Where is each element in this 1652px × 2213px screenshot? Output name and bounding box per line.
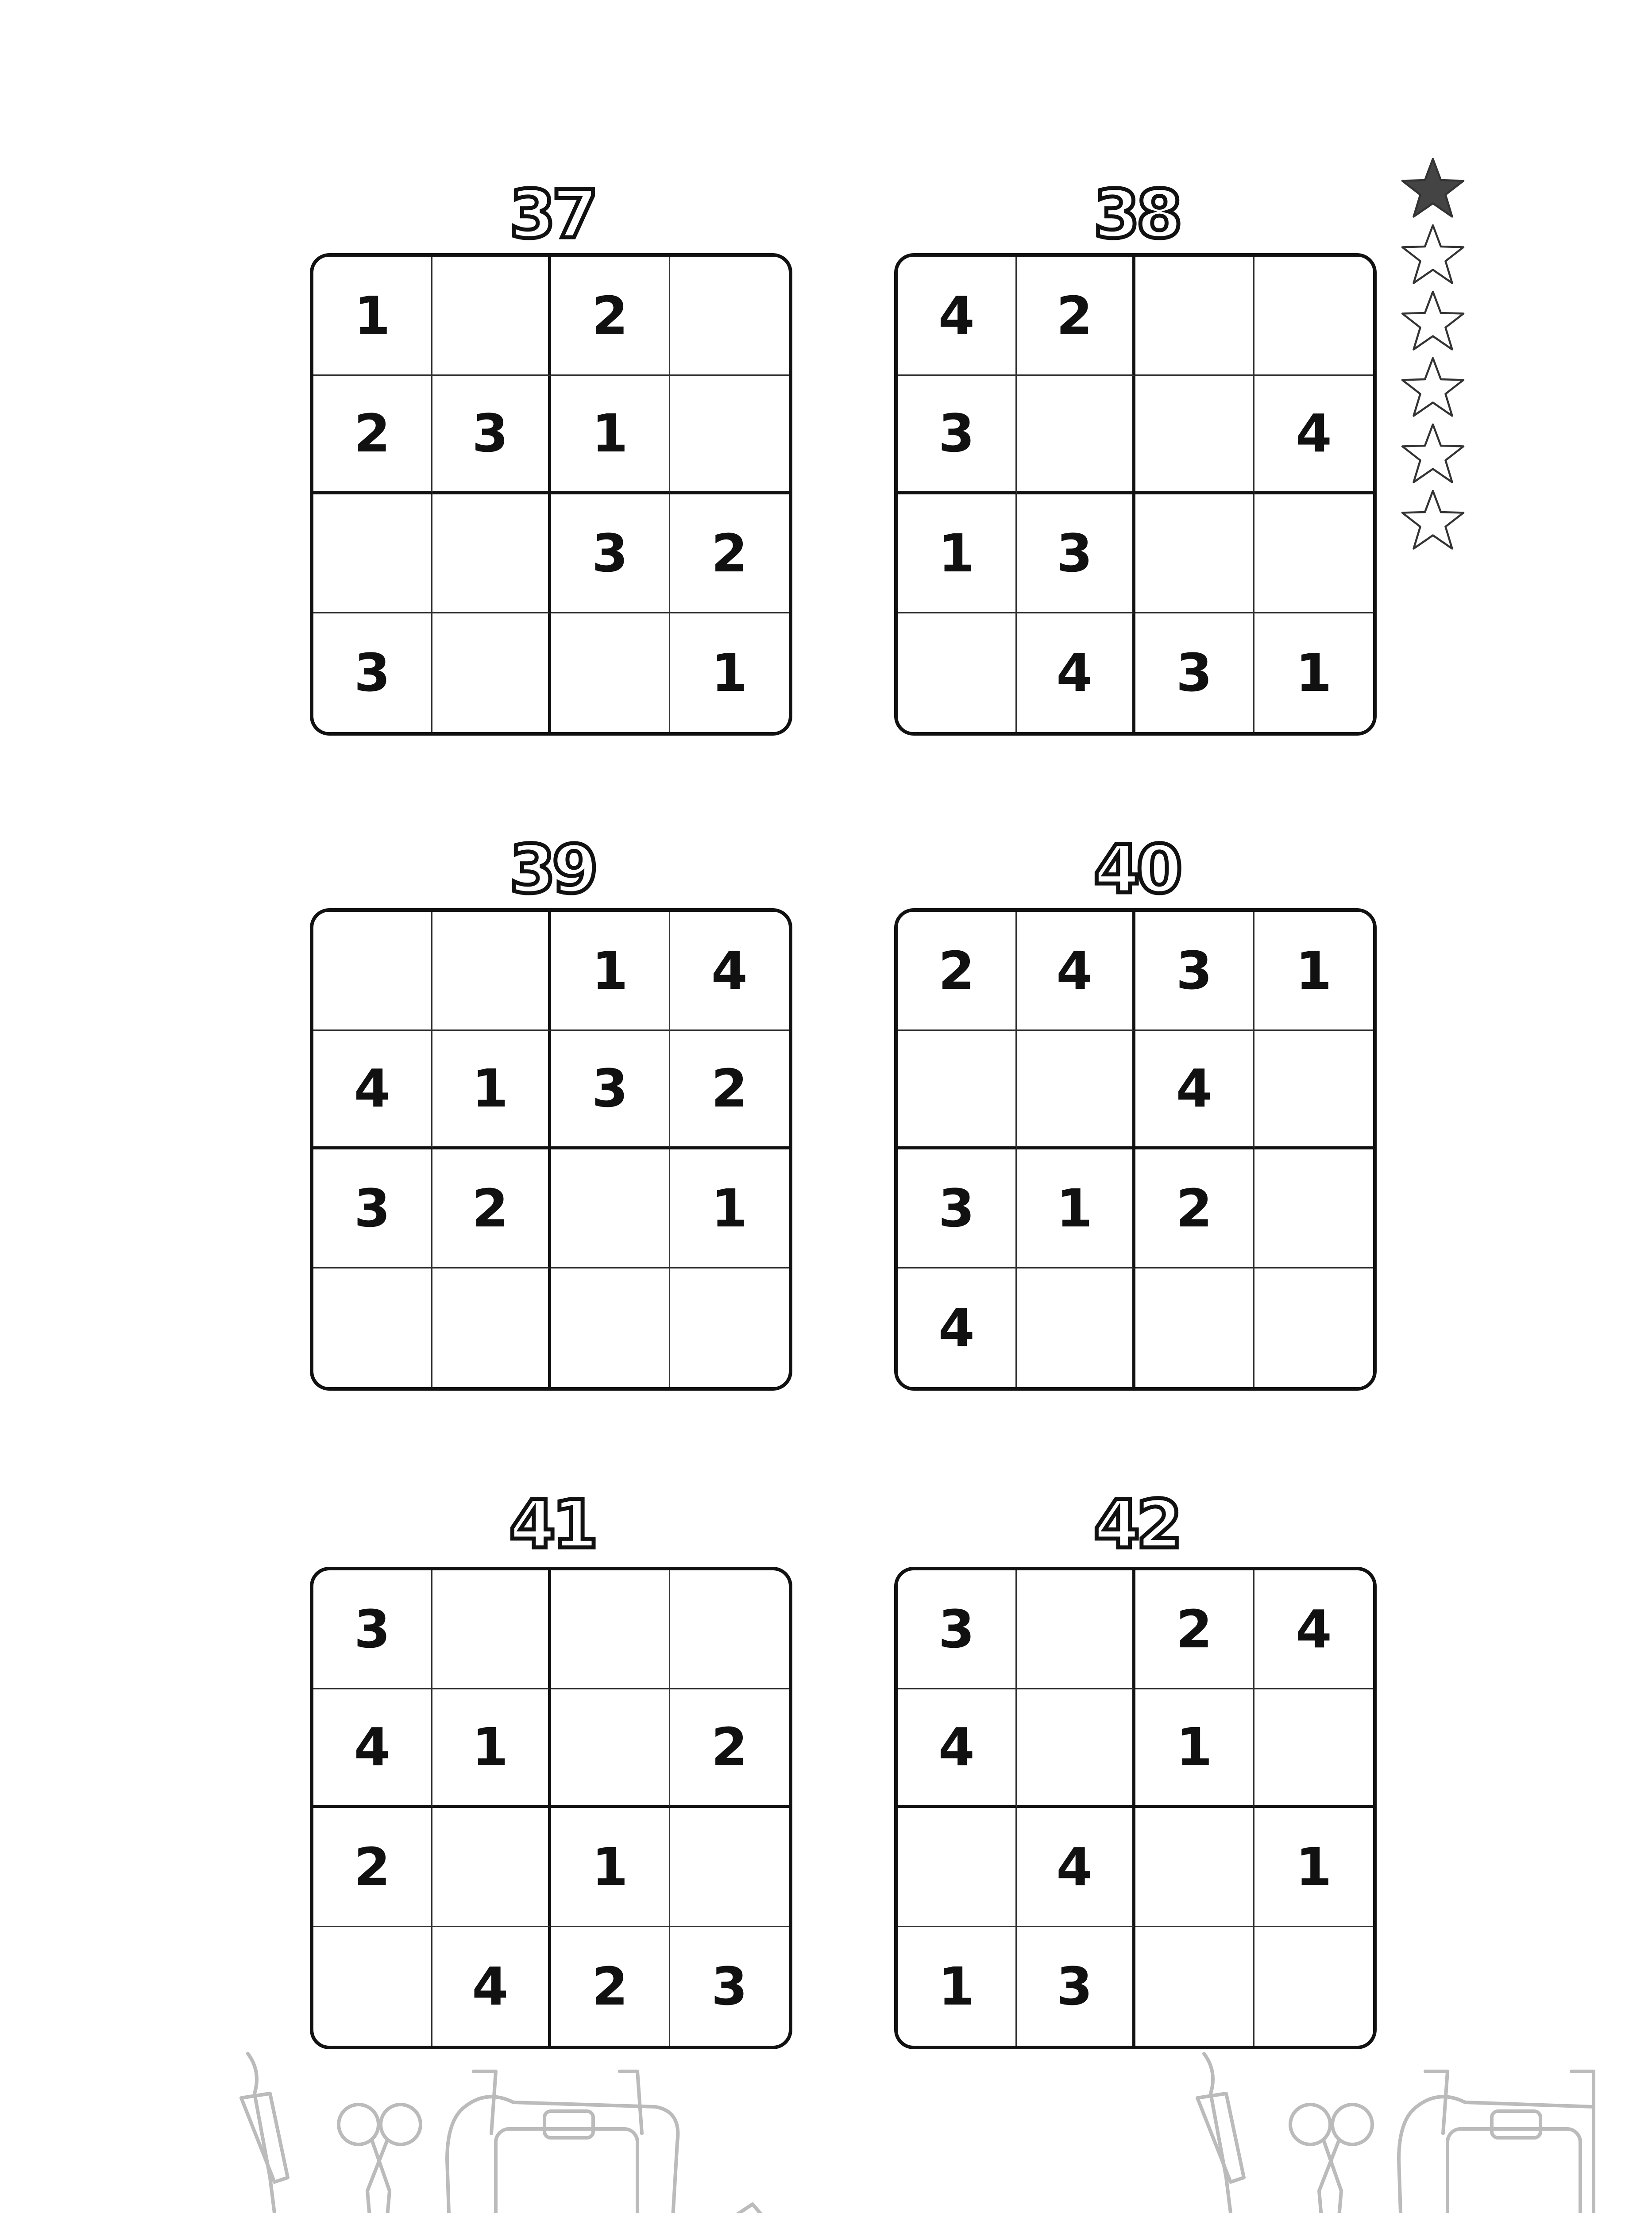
sudoku-cell (1254, 1031, 1374, 1150)
sudoku-cell (1017, 1268, 1136, 1388)
sudoku-cell: 4 (1017, 613, 1136, 733)
sudoku-cell (1135, 376, 1254, 495)
sudoku-cell (1135, 257, 1254, 376)
sudoku-cell: 2 (551, 257, 670, 376)
sudoku-cell (432, 613, 552, 733)
sudoku-cell: 1 (551, 1808, 670, 1927)
sudoku-cell: 3 (432, 376, 552, 495)
sudoku-cell (1254, 1268, 1374, 1388)
sudoku-cell: 2 (898, 912, 1017, 1031)
sudoku-cell: 3 (898, 1149, 1017, 1268)
sudoku-cell: 1 (432, 1031, 552, 1150)
sudoku-cell (551, 1268, 670, 1388)
sudoku-cell: 4 (1254, 376, 1374, 495)
puzzle-number: 39 (509, 831, 595, 908)
sudoku-cell (432, 494, 552, 613)
sudoku-cell: 3 (313, 1570, 432, 1689)
sudoku-cell: 3 (711, 1955, 748, 2017)
sudoku-cell: 1 (551, 376, 670, 495)
sudoku-cell (551, 1149, 670, 1268)
star-icon (1400, 288, 1466, 354)
sudoku-cell: 4 (1135, 1031, 1254, 1150)
sudoku-cell: 3 (898, 376, 1017, 495)
sudoku-cell (670, 1268, 789, 1388)
sudoku-cell (670, 1808, 789, 1927)
sudoku-cell (670, 376, 789, 495)
sudoku-cell: 2 (313, 376, 432, 495)
puzzle-number: 40 (1093, 831, 1179, 908)
sudoku-cell (1254, 1149, 1374, 1268)
sudoku-cell: 3 (1017, 1927, 1136, 2046)
star-icon (1400, 155, 1466, 221)
sudoku-cell: 4 (898, 1268, 1017, 1388)
sudoku-grid (894, 253, 1377, 736)
sudoku-cell: 4 (898, 257, 1017, 376)
sudoku-cell (551, 613, 670, 733)
sudoku-cell: 3 (551, 1031, 670, 1150)
sudoku-cell: 2 (1135, 1570, 1254, 1689)
sudoku-cell: 2 (1135, 1149, 1254, 1268)
sudoku-cell: 3 (313, 1149, 432, 1268)
sudoku-cell (432, 1570, 552, 1689)
sudoku-cell (898, 1808, 1017, 1927)
sudoku-cell: 2 (313, 1808, 432, 1927)
sudoku-cell: 1 (1295, 642, 1332, 703)
sudoku-cell (313, 1268, 432, 1388)
sudoku-cell (898, 613, 1017, 733)
sudoku-cell: 1 (1254, 1808, 1374, 1927)
sudoku-cell: 3 (1135, 613, 1254, 733)
puzzle-number: 37 (509, 176, 595, 253)
sudoku-cell: 2 (551, 1927, 670, 2046)
sudoku-cell: 4 (1017, 1808, 1136, 1927)
sudoku-cell: 4 (313, 1031, 432, 1150)
sudoku-cell (432, 912, 552, 1031)
sudoku-cell: 2 (432, 1149, 552, 1268)
sudoku-grid (310, 908, 792, 1391)
sudoku-cell: 4 (670, 912, 789, 1031)
sudoku-cell (1254, 1927, 1374, 2046)
star-icon (1400, 354, 1466, 420)
sudoku-cell: 4 (1017, 912, 1136, 1031)
sudoku-grid (310, 1567, 792, 2049)
sudoku-cell (551, 1689, 670, 1808)
star-icon (1400, 420, 1466, 487)
sudoku-cell: 3 (551, 494, 670, 613)
sudoku-cell: 3 (898, 1570, 1017, 1689)
star-icon (1400, 221, 1466, 288)
sudoku-cell: 1 (1017, 1149, 1136, 1268)
sudoku-cell (898, 1031, 1017, 1150)
sudoku-cell: 2 (670, 1689, 789, 1808)
sudoku-cell (1135, 494, 1254, 613)
sudoku-cell (1135, 1808, 1254, 1927)
sudoku-cell: 4 (1254, 1570, 1374, 1689)
sudoku-cell: 3 (1017, 494, 1136, 613)
sudoku-cell (1254, 1689, 1374, 1808)
sudoku-cell: 1 (1135, 1689, 1254, 1808)
sudoku-cell: 1 (898, 1927, 1017, 2046)
sudoku-cell (432, 1268, 552, 1388)
sudoku-cell (313, 494, 432, 613)
sudoku-cell (1017, 1570, 1136, 1689)
sudoku-grid (310, 253, 792, 736)
sudoku-cell: 1 (551, 912, 670, 1031)
sudoku-cell: 1 (898, 494, 1017, 613)
sudoku-cell: 3 (1135, 912, 1254, 1031)
sudoku-cell (670, 1570, 789, 1689)
sudoku-cell (1254, 257, 1374, 376)
sudoku-cell: 2 (670, 1031, 789, 1150)
sudoku-cell (432, 1808, 552, 1927)
sudoku-cell: 4 (898, 1689, 1017, 1808)
sudoku-cell (432, 257, 552, 376)
sudoku-cell: 1 (313, 257, 432, 376)
sudoku-cell: 1 (711, 642, 748, 703)
sudoku-cell: 4 (432, 1927, 552, 2046)
puzzle-number: 41 (509, 1486, 595, 1563)
sudoku-cell (1254, 494, 1374, 613)
sudoku-cell: 1 (1254, 912, 1374, 1031)
sudoku-cell: 2 (1017, 257, 1136, 376)
star-icon (1400, 487, 1466, 553)
sudoku-cell (1135, 1927, 1254, 2046)
sudoku-cell (313, 912, 432, 1031)
puzzle-number: 38 (1093, 176, 1179, 253)
sudoku-cell (1017, 376, 1136, 495)
sudoku-grid (894, 908, 1377, 1391)
puzzle-number: 42 (1093, 1486, 1179, 1563)
sudoku-cell (1135, 1268, 1254, 1388)
sudoku-cell (670, 257, 789, 376)
difficulty-rating (1400, 155, 1471, 553)
sudoku-cell (551, 1570, 670, 1689)
sudoku-cell: 1 (670, 1149, 789, 1268)
sudoku-cell (313, 1927, 432, 2046)
sudoku-cell: 1 (432, 1689, 552, 1808)
sudoku-cell: 3 (313, 613, 432, 733)
stationery-illustration (0, 2045, 1652, 2213)
sudoku-cell: 4 (313, 1689, 432, 1808)
sudoku-grid (894, 1567, 1377, 2049)
sudoku-cell (1017, 1031, 1136, 1150)
sudoku-cell: 2 (670, 494, 789, 613)
sudoku-cell (1017, 1689, 1136, 1808)
